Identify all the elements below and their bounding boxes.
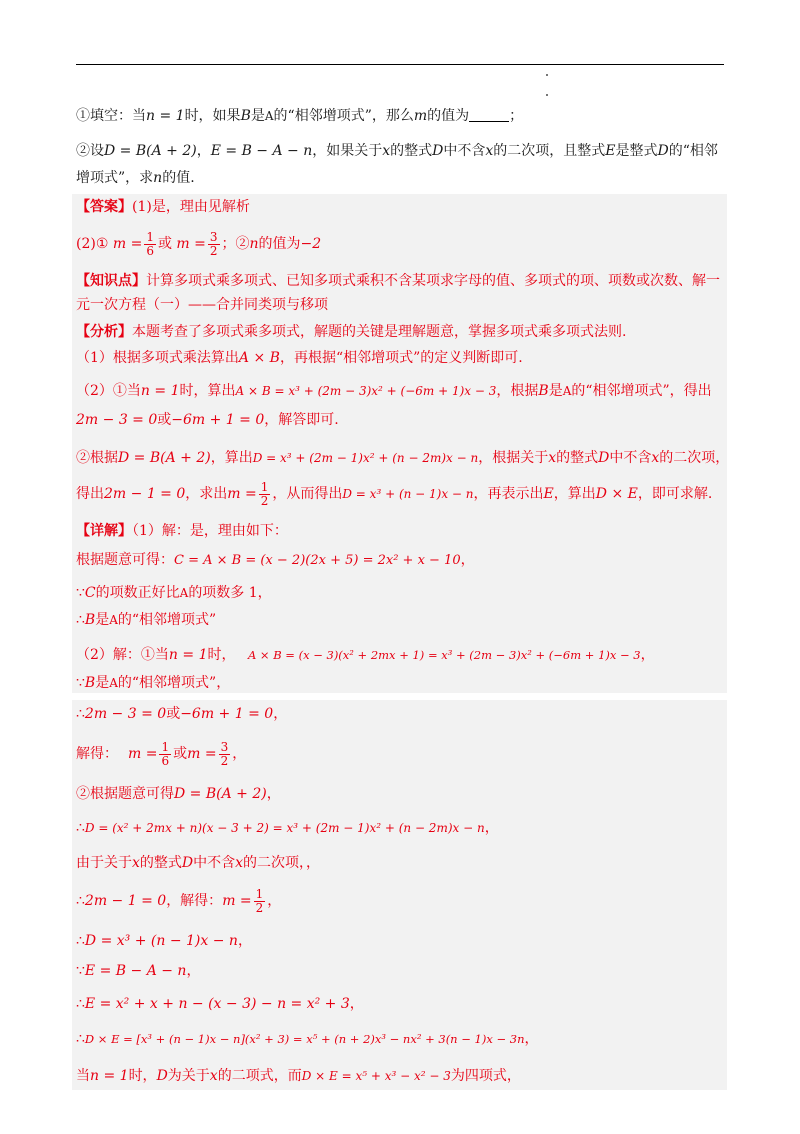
knowledge-line-2: 元一次方程（一）——合并同类项与移项 [76, 297, 328, 313]
detail-line-4: ∴B是A的“相邻增项式” [76, 612, 217, 628]
decor-dot [546, 74, 548, 76]
detail-line-7: ∴2m − 3 = 0或−6m + 1 = 0， [76, 706, 288, 722]
detail-line-10: ∴D = (x² + 2mx + n)(x − 3 + 2) = x³ + (2m − 1)x² + (n − 2m)x − n， [76, 820, 499, 836]
analysis-line-2: （1）根据多项式乘法算出A × B，再根据“相邻增项式”的定义判断即可. [76, 350, 523, 366]
detail-line-12: ∴2m − 1 = 0，解得：m = $\frac{1}{2}$ ， [76, 886, 282, 915]
question-line-3: 增项式”，求n的值. [76, 170, 195, 186]
detail-line-9: ②根据题意可得D = B(A + 2)， [76, 786, 281, 802]
detail-line-11: 由于关于x的整式D中不含x的二次项，， [76, 855, 321, 871]
detail-line-6: ∵B是A的“相邻增项式”， [76, 675, 231, 691]
question-line-2: ②设D = B(A + 2)，E = B − A − n，如果关于x的整式D中不含x的二次项，且整式E是整式D的“相邻 [76, 143, 718, 159]
analysis-line-6: 得出2m − 1 = 0，求出m = $\frac{1}{2}$ ，从而得出D = x³ + (n − 1)x − n，再表示出E，算出D × E，即可求解. [76, 479, 713, 508]
analysis-line-5: ②根据D = B(A + 2)，算出D = x³ + (2m − 1)x² + (n − 2m)x − n，根据关于x的整式D中不含x的二次项， [76, 450, 730, 466]
answer-blank [469, 107, 509, 122]
detail-line-2: 根据题意可得：C = A × B = (x − 2)(2x + 5) = 2x² + x − 10， [76, 552, 475, 568]
detail-line-5: （2）解：①当n = 1时， A × B = (x − 3)(x² + 2mx + 1) = x³ + (2m − 3)x² + (−6m + 1)x − 3， [76, 647, 655, 663]
analysis-line-3: （2）①当n = 1时，算出A × B = x³ + (2m − 3)x² + (−6m + 1)x − 3，根据B是A的“相邻增项式”，得出 [76, 383, 712, 399]
analysis-line-1: 【分析】本题考查了多项式乘多项式，解题的关键是理解题意，掌握多项式乘多项式法则. [76, 324, 627, 340]
answer-line-2: (2)① m = $\frac{1}{6}$ 或 m = $\frac{3}{2}$ ；②n的值为−2 [76, 229, 322, 258]
detail-line-8: 解得： m = $\frac{1}{6}$ 或m = $\frac{3}{2}$ ， [76, 739, 247, 768]
detail-line-3: ∵C的项数正好比A的项数多 1， [76, 585, 272, 601]
detail-line-13: ∴D = x³ + (n − 1)x − n， [76, 933, 252, 949]
answer-line-1: 【答案】(1)是，理由见解析 [76, 199, 250, 215]
knowledge-line-1: 【知识点】计算多项式乘多项式、已知多项式乘积不含某项求字母的值、多项式的项、项数或次数、解一 [76, 273, 720, 289]
detail-line-17: 当n = 1时，D为关于x的二项式，而D × E = x⁵ + x³ − x² − 3为四项式， [76, 1068, 521, 1084]
detail-line-15: ∴E = x² + x + n − (x − 3) − n = x² + 3， [76, 996, 364, 1012]
question-line-1: ①填空：当n = 1时，如果B是A的“相邻增项式”，那么m的值为 ； [76, 108, 524, 124]
detail-line-1: 【详解】（1）解：是，理由如下： [76, 523, 288, 539]
decor-dot [546, 94, 548, 96]
analysis-line-4: 2m − 3 = 0或−6m + 1 = 0，解答即可. [76, 412, 339, 428]
detail-line-14: ∵E = B − A − n， [76, 963, 201, 979]
detail-line-16: ∴D × E = [x³ + (n − 1)x − n](x² + 3) = x⁵ + (n + 2)x³ − nx² + 3(n − 1)x − 3n， [76, 1031, 539, 1047]
header-rule [76, 64, 724, 65]
